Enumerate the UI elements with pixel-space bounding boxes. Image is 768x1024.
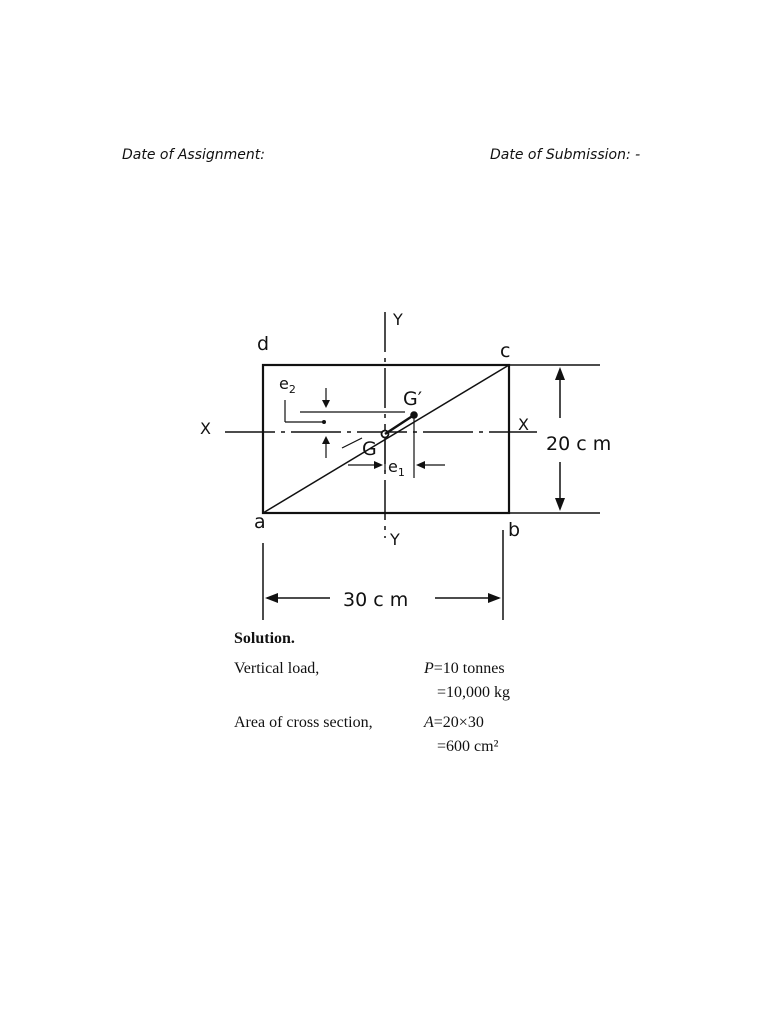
x-axis-label-right: X	[518, 415, 529, 434]
x-axis-label-left: X	[200, 419, 211, 438]
area-label: Area of cross section,	[234, 714, 373, 731]
height-arrow-top	[555, 367, 565, 380]
vertical-load-label: Vertical load,	[234, 660, 320, 677]
width-dimension-label: 30 c m	[343, 589, 409, 611]
vertical-load-kg-value: =10,000 kg	[437, 684, 511, 701]
corner-c-label: c	[500, 340, 511, 362]
centroid-label: G	[362, 438, 377, 460]
solution-title: Solution.	[234, 630, 295, 647]
corner-a-label: a	[254, 511, 266, 533]
load-point-label: G′	[403, 388, 423, 410]
diagonal-line	[263, 365, 509, 513]
height-dimension-label: 20 c m	[546, 433, 612, 455]
y-axis-label-bottom: Y	[390, 530, 400, 549]
area-value: A=20×30	[424, 714, 484, 731]
height-arrow-bottom	[555, 498, 565, 511]
date-of-assignment-label: Date of Assignment:	[122, 147, 266, 163]
corner-d-label: d	[257, 333, 270, 355]
vertical-load-value: P=10 tonnes	[424, 660, 505, 677]
e1-label: $e_1$	[388, 457, 405, 479]
e2-label: $e_2$	[279, 374, 296, 396]
cross-section-diagram	[190, 300, 630, 630]
width-arrow-right	[488, 593, 501, 603]
date-of-submission-label: Date of Submission: -	[490, 147, 641, 163]
corner-b-label: b	[508, 519, 521, 541]
y-axis-label-top: Y	[393, 310, 403, 329]
width-arrow-left	[265, 593, 278, 603]
area-result-value: =600 cm²	[437, 738, 499, 755]
